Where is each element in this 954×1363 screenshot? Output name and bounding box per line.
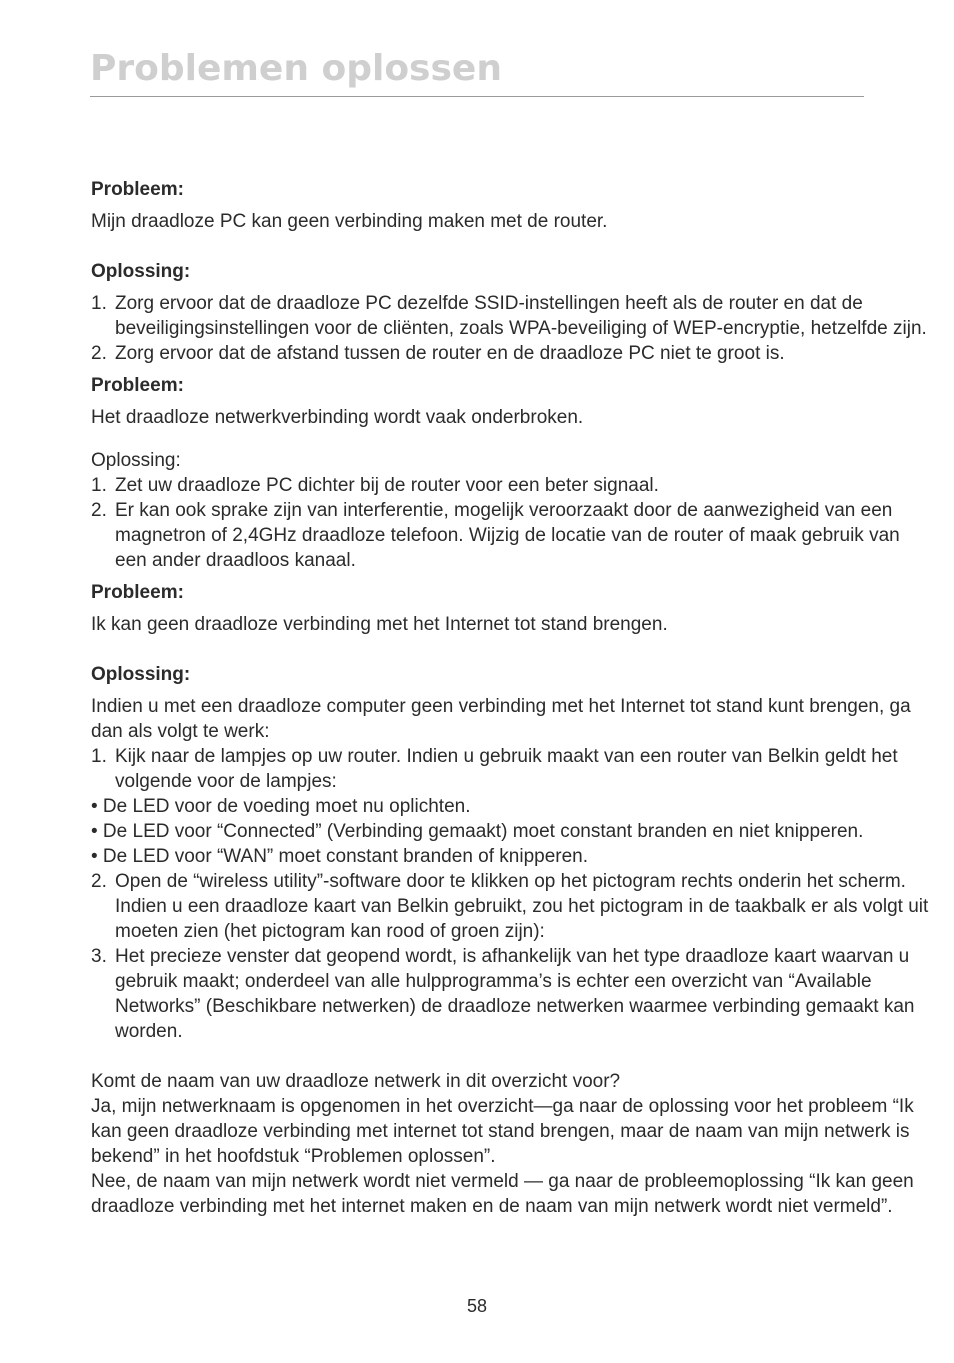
solution-step [91,341,931,366]
step-number: 3. [91,946,107,967]
led-bullet: • De LED voor “WAN” moet constant branden of knipperen. [91,846,589,867]
solution-step [91,944,931,1044]
solution-step [91,291,931,341]
problem-label: Probleem: [91,582,184,603]
solution-label: Oplossing: [91,261,191,282]
closing-answer-no: Nee, de naam van mijn netwerk wordt niet vermeld — ga naar de probleemoplossing “Ik kan geen draadloze verbinding met het internet maken en de naam van mijn netwerk wordt niet vermeld”. [91,1171,914,1217]
solution-label: Oplossing: [91,664,191,685]
solution-step [91,473,931,498]
led-bullet: • De LED voor de voeding moet nu oplichten. [91,796,471,817]
step-number: 1. [91,293,107,314]
document-body [91,177,931,1219]
step-text: Kijk naar de lampjes op uw router. Indien u gebruik maakt van een router van Belkin geldt het volgende voor de lampjes: [115,746,898,792]
closing-question: Komt de naam van uw draadloze netwerk in dit overzicht voor? [91,1071,621,1092]
closing-answer-yes: Ja, mijn netwerknaam is opgenomen in het overzicht—ga naar de oplossing voor het probleem “Ik kan geen draadloze verbinding met internet tot stand brengen, maar de naam van mijn netwerk is bekend” in het hoofdstuk “Problemen oplossen”. [91,1096,914,1167]
step-text: Zet uw draadloze PC dichter bij de router voor een beter signaal. [115,475,659,496]
step-number: 1. [91,475,107,496]
solution-step [91,744,931,794]
page-number: 58 [466,1296,488,1316]
problem-text: Ik kan geen draadloze verbinding met het Internet tot stand brengen. [91,614,668,635]
solution-intro: Indien u met een draadloze computer geen verbinding met het Internet tot stand kunt brengen, ga dan als volgt te werk: [91,696,911,742]
step-number: 2. [91,343,107,364]
step-text: Open de “wireless utility”-software door te klikken op het pictogram rechts onderin het scherm. Indien u een draadloze kaart van Belkin gebruikt, zou het pictogram in de taakbalk er als volgt uit moeten zien (het pictogram kan rood of groen zijn): [115,871,929,942]
step-text: Er kan ook sprake zijn van interferentie, mogelijk veroorzaakt door de aanwezigheid van een magnetron of 2,4GHz draadloze telefoon. Wijzig de locatie van de router of maak gebruik van een ander draadloos kanaal. [115,500,900,571]
solution-label: Oplossing: [91,450,181,471]
problem-label: Probleem: [91,179,184,200]
step-number: 1. [91,746,107,767]
step-text: Zorg ervoor dat de draadloze PC dezelfde SSID-instellingen heeft als de router en dat de beveiligingsinstellingen voor de cliënten, zoals WPA-beveiliging of WEP-encryptie, hetzelfde zijn. [115,293,927,339]
problem-text: Het draadloze netwerkverbinding wordt vaak onderbroken. [91,407,584,428]
step-text: Het precieze venster dat geopend wordt, is afhankelijk van het type draadloze kaart waarvan u gebruik maakt; onderdeel van alle hulpprogramma’s is echter een overzicht van “Available Networks” (Beschikbare netwerken) de draadloze netwerken waarmee verbinding gemaakt kan worden. [115,946,915,1042]
title-divider [90,96,864,97]
solution-step [91,869,931,944]
step-text: Zorg ervoor dat de afstand tussen de router en de draadloze PC niet te groot is. [115,343,785,364]
page-title: Problemen oplossen [90,48,502,89]
led-bullet: • De LED voor “Connected” (Verbinding gemaakt) moet constant branden en niet knipperen. [91,821,864,842]
step-number: 2. [91,871,107,892]
step-number: 2. [91,500,107,521]
solution-step [91,498,931,573]
problem-text: Mijn draadloze PC kan geen verbinding maken met de router. [91,211,608,232]
problem-label: Probleem: [91,375,184,396]
